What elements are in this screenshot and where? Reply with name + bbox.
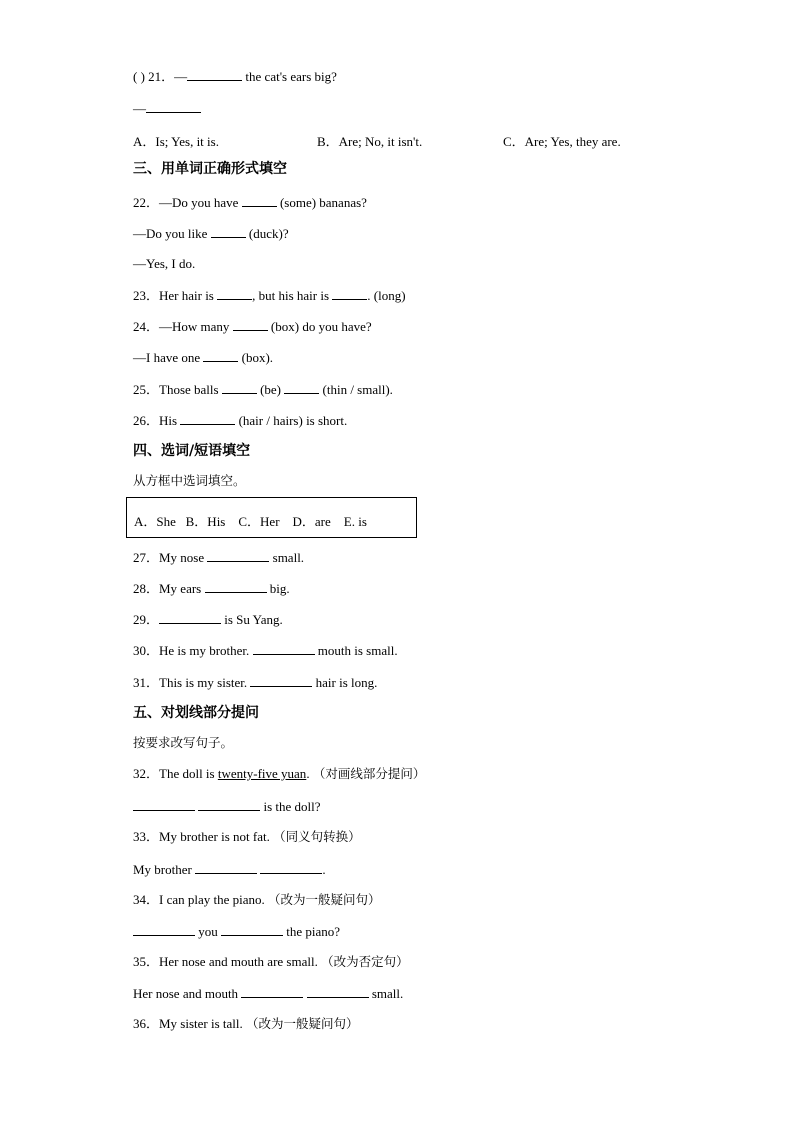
answer-blank[interactable]	[180, 412, 235, 425]
answer-blank[interactable]	[211, 225, 246, 238]
question-29: 29． is Su Yang.	[133, 612, 283, 627]
answer-blank[interactable]	[233, 318, 268, 331]
answer-blank[interactable]	[217, 287, 252, 300]
answer-blank[interactable]	[332, 287, 367, 300]
answer-blank[interactable]	[133, 923, 195, 936]
question-24: 24．—How many (box) do you have?	[133, 319, 372, 334]
question-35: 35．Her nose and mouth are small. （改为否定句）	[133, 954, 409, 969]
answer-blank[interactable]	[195, 861, 257, 874]
section-4-instruction: 从方框中选词填空。	[133, 473, 246, 488]
question-35-answer: Her nose and mouth small.	[133, 986, 404, 1001]
section-4-title: 四、选词/短语填空	[133, 443, 251, 459]
q21-option-a[interactable]: A．Is; Yes, it is.	[133, 134, 219, 149]
question-36: 36．My sister is tall. （改为一般疑问句）	[133, 1016, 359, 1031]
question-28: 28．My ears big.	[133, 581, 290, 596]
question-25: 25．Those balls (be) (thin / small).	[133, 382, 393, 397]
answer-blank[interactable]	[242, 194, 277, 207]
question-26: 26．His (hair / hairs) is short.	[133, 413, 348, 428]
answer-blank[interactable]	[284, 381, 319, 394]
question-21: ( ) 21．— the cat's ears big?	[133, 69, 337, 84]
q21-stem: ( ) 21．—	[133, 69, 188, 84]
section-5-instruction: 按要求改写句子。	[133, 735, 234, 750]
question-32-answer: is the doll?	[133, 798, 321, 815]
answer-blank[interactable]	[187, 68, 242, 81]
answer-blank[interactable]	[159, 611, 221, 624]
answer-blank[interactable]	[260, 861, 322, 874]
answer-blank[interactable]	[146, 100, 201, 113]
question-31: 31．This is my sister. hair is long.	[133, 675, 378, 690]
answer-blank[interactable]	[203, 349, 238, 362]
section-3-title: 三、用单词正确形式填空	[133, 161, 287, 177]
answer-blank[interactable]	[222, 381, 257, 394]
answer-blank[interactable]	[250, 674, 312, 687]
question-22-line-3: —Yes, I do.	[133, 256, 196, 271]
q21-answer-line: —	[133, 100, 201, 117]
question-23: 23．Her hair is , but his hair is . (long)	[133, 288, 406, 303]
q21-option-b[interactable]: B．Are; No, it isn't.	[317, 134, 423, 149]
answer-blank[interactable]	[221, 923, 283, 936]
answer-blank[interactable]	[133, 798, 195, 811]
question-34-answer: you the piano?	[133, 923, 340, 940]
word-choices: A．She B．His C．Her D．are E. is	[134, 514, 367, 529]
answer-blank[interactable]	[253, 642, 315, 655]
answer-blank[interactable]	[205, 580, 267, 593]
question-33: 33．My brother is not fat. （同义句转换）	[133, 829, 361, 844]
question-24-line-2: —I have one (box).	[133, 350, 274, 365]
question-22: 22．—Do you have (some) bananas?	[133, 195, 367, 210]
q21-option-c[interactable]: C．Are; Yes, they are.	[503, 134, 621, 149]
answer-blank[interactable]	[241, 985, 303, 998]
question-30: 30．He is my brother. mouth is small.	[133, 643, 398, 658]
question-32: 32．The doll is twenty-five yuan. （对画线部分提问）	[133, 766, 426, 781]
answer-blank[interactable]	[198, 798, 260, 811]
question-22-line-2: —Do you like (duck)?	[133, 226, 289, 241]
underlined-phrase: twenty-five yuan	[217, 766, 307, 781]
answer-blank[interactable]	[207, 549, 269, 562]
section-5-title: 五、对划线部分提问	[133, 705, 259, 721]
answer-blank[interactable]	[307, 985, 369, 998]
question-33-answer: My brother .	[133, 862, 326, 877]
question-27: 27．My nose small.	[133, 550, 305, 565]
question-34: 34．I can play the piano. （改为一般疑问句）	[133, 892, 381, 907]
word-choice-box	[126, 497, 417, 538]
